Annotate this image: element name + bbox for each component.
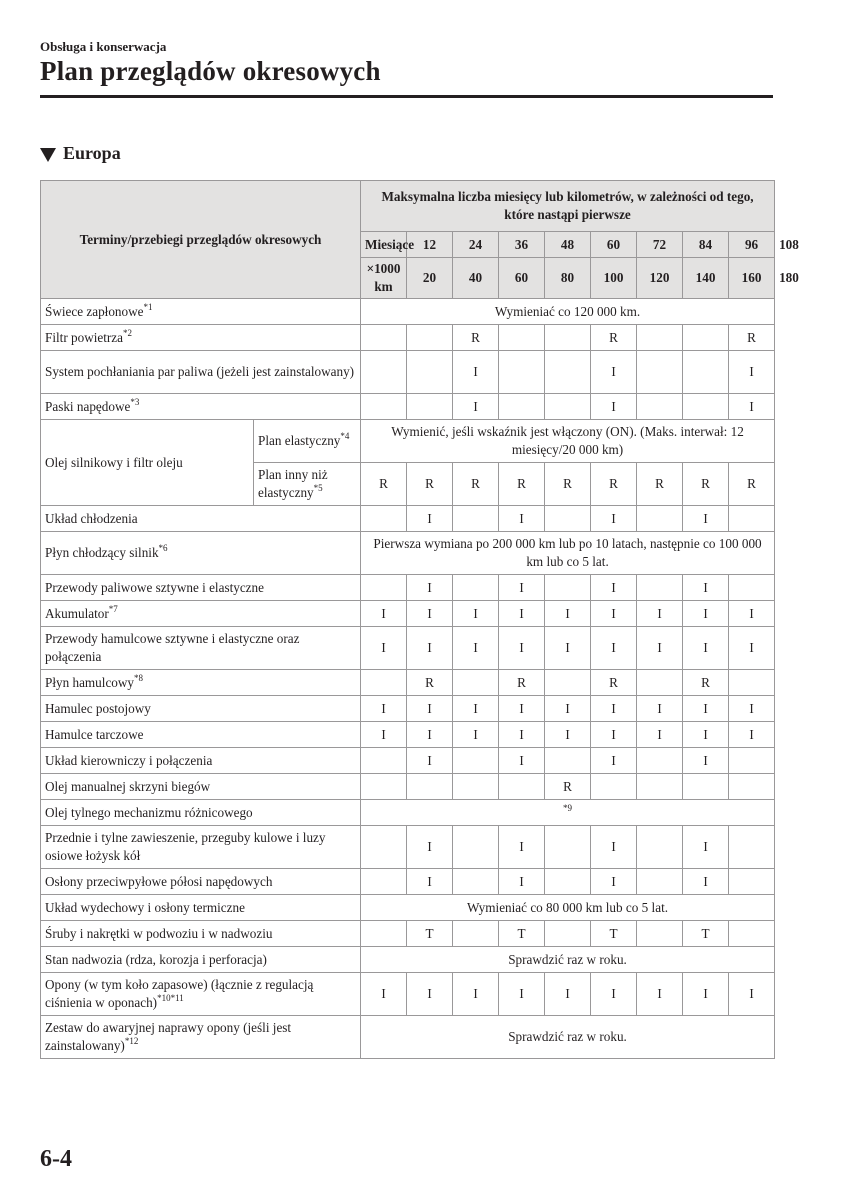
schedule-cell: R	[729, 463, 775, 506]
row-label	[41, 800, 361, 826]
schedule-cell: I	[637, 722, 683, 748]
km-value: 40	[453, 258, 499, 299]
schedule-cell: I	[407, 627, 453, 670]
schedule-cell	[361, 394, 407, 420]
schedule-cell: I	[407, 506, 453, 532]
schedule-cell	[683, 394, 729, 420]
row-label	[41, 575, 361, 601]
table-row	[41, 696, 775, 722]
schedule-cell: I	[591, 869, 637, 895]
schedule-cell: I	[453, 696, 499, 722]
schedule-cell: I	[545, 696, 591, 722]
schedule-cell: I	[729, 394, 775, 420]
schedule-cell: I	[499, 973, 545, 1016]
schedule-cell: I	[407, 869, 453, 895]
schedule-cell: R	[683, 463, 729, 506]
table-row	[41, 921, 775, 947]
schedule-cell: R	[637, 463, 683, 506]
table-row	[41, 299, 775, 325]
months-value: 48	[545, 232, 591, 258]
schedule-cell	[361, 325, 407, 351]
schedule-cell	[729, 670, 775, 696]
region-heading	[40, 143, 121, 164]
schedule-cell: I	[361, 722, 407, 748]
schedule-cell: I	[361, 973, 407, 1016]
row-label	[41, 826, 361, 869]
schedule-cell: I	[591, 627, 637, 670]
schedule-cell: I	[499, 627, 545, 670]
schedule-cell: I	[729, 722, 775, 748]
triangle-down-icon	[40, 148, 56, 162]
schedule-cell	[683, 325, 729, 351]
table-row	[41, 869, 775, 895]
row-label	[41, 506, 361, 532]
title-rule	[40, 95, 773, 98]
schedule-cell	[361, 826, 407, 869]
months-row: Miesiące 12 24 36 48 60 72 84 96 108	[41, 232, 775, 258]
row-label	[41, 869, 361, 895]
interval-note: Pierwsza wymiana po 200 000 km lub po 10 latach, następnie co 100 000 km lub co 5 lat.	[361, 532, 775, 575]
schedule-cell: R	[499, 670, 545, 696]
schedule-cell: T	[683, 921, 729, 947]
table-row	[41, 774, 775, 800]
table-row	[41, 420, 775, 463]
footnote-ref: *5	[313, 483, 323, 493]
schedule-cell: T	[407, 921, 453, 947]
schedule-cell	[545, 826, 591, 869]
schedule-cell	[453, 506, 499, 532]
row-label-text: Śruby i nakrętki w podwoziu i w nadwoziu	[45, 925, 273, 941]
row-label	[41, 947, 361, 973]
schedule-cell: I	[591, 748, 637, 774]
schedule-cell: I	[453, 601, 499, 627]
row-label	[41, 532, 361, 575]
schedule-cell: I	[361, 696, 407, 722]
row-label	[41, 973, 361, 1016]
schedule-cell	[407, 394, 453, 420]
interval-note: Wymieniać co 120 000 km.	[361, 299, 775, 325]
schedule-cell: R	[545, 774, 591, 800]
row-label	[41, 696, 361, 722]
row-label	[254, 463, 361, 506]
schedule-cell	[637, 748, 683, 774]
months-label: Miesiące	[361, 232, 407, 258]
schedule-cell: I	[591, 696, 637, 722]
schedule-cell	[637, 506, 683, 532]
row-label-text: Olej manualnej skrzyni biegów	[45, 778, 211, 794]
months-value: 12	[407, 232, 453, 258]
schedule-cell: I	[407, 748, 453, 774]
schedule-cell: I	[591, 351, 637, 394]
schedule-cell: R	[453, 325, 499, 351]
schedule-cell	[729, 826, 775, 869]
schedule-cell	[453, 921, 499, 947]
schedule-cell: I	[637, 601, 683, 627]
schedule-cell: I	[637, 973, 683, 1016]
row-label	[41, 351, 361, 394]
schedule-cell	[637, 351, 683, 394]
schedule-cell	[729, 506, 775, 532]
row-label	[41, 670, 361, 696]
schedule-cell	[453, 748, 499, 774]
schedule-cell: I	[729, 351, 775, 394]
interval-note: Wymienić, jeśli wskaźnik jest włączony (ON). (Maks. interwał: 12 miesięcy/20 000 km)	[361, 420, 775, 463]
table-row	[41, 351, 775, 394]
row-label	[254, 420, 361, 463]
schedule-cell	[545, 394, 591, 420]
schedule-cell: I	[407, 973, 453, 1016]
schedule-cell	[637, 325, 683, 351]
table-row	[41, 394, 775, 420]
schedule-cell	[545, 869, 591, 895]
schedule-cell: R	[499, 463, 545, 506]
schedule-cell	[407, 351, 453, 394]
schedule-cell: I	[453, 394, 499, 420]
footnote-ref: *2	[123, 327, 133, 338]
interval-header: Maksymalna liczba miesięcy lub kilometrów, w zależności od tego, które nastąpi pierwsze	[361, 181, 775, 232]
row-label-text: Filtr powietrza	[45, 329, 124, 345]
schedule-cell	[729, 921, 775, 947]
schedule-cell: I	[407, 826, 453, 869]
schedule-cell	[683, 774, 729, 800]
months-value: 96	[729, 232, 775, 258]
months-value: 72	[637, 232, 683, 258]
interval-note: Sprawdzić raz w roku.	[361, 947, 775, 973]
schedule-cell	[407, 325, 453, 351]
schedule-cell: I	[407, 696, 453, 722]
schedule-cell	[499, 774, 545, 800]
table-row	[41, 532, 775, 575]
row-label	[41, 722, 361, 748]
schedule-cell	[545, 325, 591, 351]
table-row	[41, 325, 775, 351]
schedule-cell: R	[591, 463, 637, 506]
schedule-cell: R	[591, 325, 637, 351]
table-row	[41, 670, 775, 696]
schedule-cell	[499, 394, 545, 420]
row-label-text: Płyn hamulcowy	[45, 674, 135, 690]
row-label-text: Płyn chłodzący silnik	[45, 545, 159, 560]
schedule-cell	[499, 325, 545, 351]
schedule-cell: I	[591, 973, 637, 1016]
footnote-ref: *8	[134, 672, 144, 683]
table-row	[41, 601, 775, 627]
schedule-cell: I	[683, 722, 729, 748]
schedule-cell	[729, 774, 775, 800]
footnote-ref: *4	[340, 431, 350, 441]
schedule-cell: R	[361, 463, 407, 506]
schedule-cell: I	[683, 748, 729, 774]
header-row	[41, 181, 775, 232]
table-row	[41, 947, 775, 973]
region-label: Europa	[63, 143, 121, 163]
schedule-cell	[637, 826, 683, 869]
months-value: 36	[499, 232, 545, 258]
schedule-cell	[361, 506, 407, 532]
interval-note: Sprawdzić raz w roku.	[361, 1016, 775, 1059]
schedule-cell: I	[545, 601, 591, 627]
row-label-text: Układ chłodzenia	[45, 510, 138, 526]
schedule-cell	[637, 921, 683, 947]
row-label-text: Świece zapłonowe	[45, 303, 144, 319]
schedule-cell	[545, 575, 591, 601]
schedule-cell	[729, 748, 775, 774]
footnote-ref: *7	[108, 603, 118, 614]
row-label-text: Przewody hamulcowe sztywne i elastyczne oraz połączenia	[45, 631, 300, 664]
schedule-cell: I	[729, 601, 775, 627]
schedule-cell	[545, 670, 591, 696]
page-title: Plan przeglądów okresowych	[40, 56, 381, 86]
km-value: 120	[637, 258, 683, 299]
schedule-cell: I	[591, 575, 637, 601]
km-value: 140	[683, 258, 729, 299]
row-label	[41, 748, 361, 774]
schedule-cell: I	[453, 351, 499, 394]
km-value: 80	[545, 258, 591, 299]
schedule-cell: I	[591, 601, 637, 627]
schedule-cell	[361, 670, 407, 696]
schedule-cell: R	[545, 463, 591, 506]
schedule-cell: I	[683, 696, 729, 722]
row-label-text: Układ wydechowy i osłony termiczne	[45, 899, 245, 915]
schedule-cell: I	[361, 627, 407, 670]
schedule-cell: R	[407, 670, 453, 696]
schedule-cell	[683, 351, 729, 394]
table-row	[41, 1016, 775, 1059]
schedule-cell	[637, 774, 683, 800]
footnote-ref: *12	[124, 1036, 139, 1046]
months-value: 84	[683, 232, 729, 258]
schedule-cell: I	[453, 627, 499, 670]
schedule-cell: I	[683, 575, 729, 601]
schedule-cell: I	[499, 696, 545, 722]
row-label-text: Olej tylnego mechanizmu różnicowego	[45, 804, 253, 820]
row-label	[41, 627, 361, 670]
table-row	[41, 506, 775, 532]
schedule-cell: R	[683, 670, 729, 696]
schedule-cell	[637, 670, 683, 696]
schedule-cell: I	[683, 627, 729, 670]
schedule-cell	[361, 351, 407, 394]
table-row	[41, 575, 775, 601]
schedule-cell	[453, 869, 499, 895]
row-label-text: Osłony przeciwpyłowe półosi napędowych	[45, 873, 273, 889]
schedule-cell: I	[407, 601, 453, 627]
schedule-cell	[407, 774, 453, 800]
row-label-text: Zestaw do awaryjnej naprawy opony (jeśli jest zainstalowany)	[45, 1020, 292, 1053]
schedule-cell	[637, 394, 683, 420]
row-label	[41, 774, 361, 800]
row-label	[41, 1016, 361, 1059]
row-label-text: Plan elastyczny	[258, 433, 341, 448]
schedule-cell	[545, 921, 591, 947]
schedule-cell: I	[637, 627, 683, 670]
corner-header: Terminy/przebiegi przeglądów okresowych	[41, 181, 361, 299]
schedule-cell	[545, 506, 591, 532]
schedule-cell	[361, 575, 407, 601]
schedule-cell: I	[683, 601, 729, 627]
schedule-cell: I	[729, 973, 775, 1016]
schedule-cell: I	[453, 722, 499, 748]
schedule-cell: I	[545, 627, 591, 670]
km-value: 60	[499, 258, 545, 299]
row-label	[41, 325, 361, 351]
schedule-cell: I	[683, 506, 729, 532]
schedule-cell: I	[361, 601, 407, 627]
table-row	[41, 722, 775, 748]
table-row	[41, 826, 775, 869]
schedule-cell	[545, 351, 591, 394]
maintenance-schedule-table	[40, 180, 799, 1059]
schedule-cell	[591, 774, 637, 800]
schedule-cell	[637, 869, 683, 895]
row-label-text: Przewody paliwowe sztywne i elastyczne	[45, 579, 264, 595]
km-label: ×1000 km	[361, 258, 407, 299]
table-row	[41, 973, 775, 1016]
schedule-cell: R	[453, 463, 499, 506]
table-row	[41, 895, 775, 921]
schedule-cell: I	[545, 973, 591, 1016]
schedule-cell: I	[407, 722, 453, 748]
schedule-cell	[637, 575, 683, 601]
group-label: Olej silnikowy i filtr oleju	[41, 420, 254, 506]
schedule-cell: I	[591, 826, 637, 869]
interval-note: Wymieniać co 80 000 km lub co 5 lat.	[361, 895, 775, 921]
row-label-text: Układ kierowniczy i połączenia	[45, 752, 213, 768]
schedule-cell: I	[729, 696, 775, 722]
schedule-cell	[361, 748, 407, 774]
schedule-cell: I	[591, 722, 637, 748]
schedule-cell: I	[729, 627, 775, 670]
row-label	[41, 394, 361, 420]
table-row	[41, 627, 775, 670]
row-label-text: Opony (w tym koło zapasowe) (łącznie z regulacją ciśnienia w oponach)	[45, 977, 314, 1010]
schedule-cell: I	[499, 748, 545, 774]
section-label: Obsługa i konserwacja	[40, 39, 167, 54]
km-value: 20	[407, 258, 453, 299]
schedule-cell	[361, 869, 407, 895]
schedule-cell	[361, 921, 407, 947]
footnote-ref: *3	[130, 396, 140, 407]
row-label-text: Stan nadwozia (rdza, korozja i perforacja)	[45, 951, 267, 967]
footnote-ref: *6	[158, 543, 168, 553]
schedule-cell: R	[591, 670, 637, 696]
row-label	[41, 921, 361, 947]
row-label-text: Plan inny niż elastyczny	[258, 467, 328, 500]
schedule-cell	[453, 826, 499, 869]
schedule-cell: I	[499, 506, 545, 532]
schedule-cell: I	[407, 575, 453, 601]
schedule-cell	[729, 869, 775, 895]
row-label-text: Paski napędowe	[45, 398, 131, 414]
footnote-ref: *9	[563, 802, 573, 813]
schedule-cell	[499, 351, 545, 394]
schedule-cell	[361, 774, 407, 800]
schedule-cell: T	[499, 921, 545, 947]
schedule-cell: I	[591, 506, 637, 532]
km-value: 100	[591, 258, 637, 299]
months-value: 24	[453, 232, 499, 258]
schedule-cell	[453, 575, 499, 601]
schedule-cell: I	[683, 973, 729, 1016]
row-label	[41, 895, 361, 921]
table-row	[41, 800, 775, 826]
km-row: ×1000 km 20 40 60 80 100 120 140 160 180	[41, 258, 775, 299]
schedule-cell: I	[637, 696, 683, 722]
schedule-cell: I	[545, 722, 591, 748]
row-label	[41, 299, 361, 325]
footnote-ref: *1	[143, 301, 153, 312]
schedule-cell: I	[453, 973, 499, 1016]
row-label-text: Hamulce tarczowe	[45, 726, 144, 742]
schedule-cell: I	[499, 826, 545, 869]
schedule-cell: I	[683, 869, 729, 895]
interval-note	[361, 800, 775, 826]
schedule-cell: I	[499, 575, 545, 601]
row-label	[41, 601, 361, 627]
row-label-text: Hamulec postojowy	[45, 700, 151, 716]
row-label-text: System pochłaniania par paliwa (jeżeli jest zainstalowany)	[45, 364, 355, 379]
schedule-cell	[453, 670, 499, 696]
row-label-text: Akumulator	[45, 605, 109, 621]
table-row	[41, 748, 775, 774]
footnote-ref: *10*11	[157, 993, 184, 1003]
schedule-cell: R	[729, 325, 775, 351]
schedule-cell: I	[591, 394, 637, 420]
schedule-cell	[453, 774, 499, 800]
page-number: 6-4	[40, 1146, 72, 1172]
schedule-cell: I	[499, 869, 545, 895]
row-label-text: Przednie i tylne zawieszenie, przeguby kulowe i luzy osiowe łożysk kół	[45, 830, 326, 863]
months-value: 60	[591, 232, 637, 258]
schedule-cell: I	[683, 826, 729, 869]
schedule-cell: I	[499, 601, 545, 627]
schedule-cell: I	[499, 722, 545, 748]
schedule-cell	[545, 748, 591, 774]
schedule-cell	[729, 575, 775, 601]
km-value: 160	[729, 258, 775, 299]
schedule-cell: R	[407, 463, 453, 506]
schedule-cell: T	[591, 921, 637, 947]
